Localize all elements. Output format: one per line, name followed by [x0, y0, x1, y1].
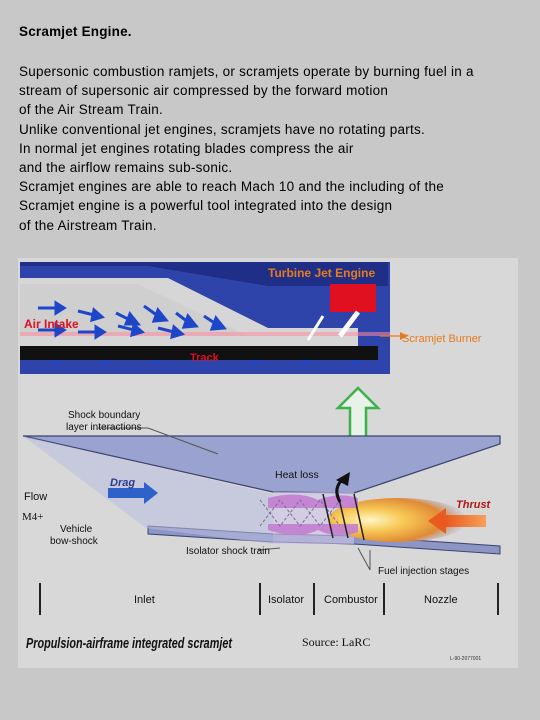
- track-label: Track: [190, 352, 219, 364]
- image-code-label: L-90-2077001: [450, 656, 482, 662]
- section-nozzle: Nozzle: [424, 594, 458, 606]
- fuel-injection-label: Fuel injection stages: [378, 566, 470, 577]
- mach-label: M4+: [22, 511, 44, 523]
- section-inlet: Inlet: [134, 594, 155, 606]
- figure-caption: Propulsion-airframe integrated scramjet: [26, 636, 233, 652]
- bow-shock-label: bow-shock: [50, 536, 98, 547]
- paragraph-line: of the Air Stream Train.: [19, 102, 164, 118]
- shock-boundary-label: Shock boundary: [68, 410, 141, 421]
- paragraph-line: of the Airstream Train.: [19, 217, 157, 233]
- source-label: Source: LaRC: [302, 635, 371, 649]
- section-isolator: Isolator: [268, 594, 305, 606]
- paragraph-line: Supersonic combustion ramjets, or scramjets operate by burning fuel in a: [19, 64, 474, 79]
- scramjet-diagram: [23, 428, 500, 615]
- scramjet-burner-label: Scramjet Burner: [402, 333, 482, 345]
- air-intake-label: Air Intake: [24, 317, 79, 331]
- flow-label: Flow: [24, 491, 48, 503]
- turbine-engine-label: Turbine Jet Engine: [268, 266, 376, 280]
- isolator-shock-label: Isolator shock train: [186, 546, 270, 557]
- body-paragraph: [19, 62, 524, 235]
- shock-boundary-label-2: layer interactions: [66, 422, 142, 433]
- scramjet-figure: [18, 258, 518, 668]
- paragraph-line: Unlike conventional jet engines, scramjets have no rotating parts.: [19, 121, 425, 137]
- turbine-engine-box: [330, 284, 376, 312]
- paragraph-line: Scramjet engine is a powerful tool integrated into the design: [19, 198, 393, 214]
- section-combustor: Combustor: [324, 594, 378, 606]
- page-title: Scramjet Engine.: [19, 24, 132, 39]
- heat-loss-label: Heat loss: [275, 469, 319, 481]
- paragraph-line: and the airflow remains sub-sonic.: [19, 160, 233, 176]
- paragraph-line: In normal jet engines rotating blades compress the air: [19, 140, 354, 156]
- paragraph-line: Scramjet engines are able to reach Mach 10 and the including of the: [19, 179, 445, 195]
- drag-label: Drag: [110, 477, 136, 489]
- paragraph-line: stream of supersonic air compressed by the forward motion: [19, 83, 389, 99]
- vehicle-label: Vehicle: [60, 524, 93, 535]
- thrust-label: Thrust: [456, 499, 491, 511]
